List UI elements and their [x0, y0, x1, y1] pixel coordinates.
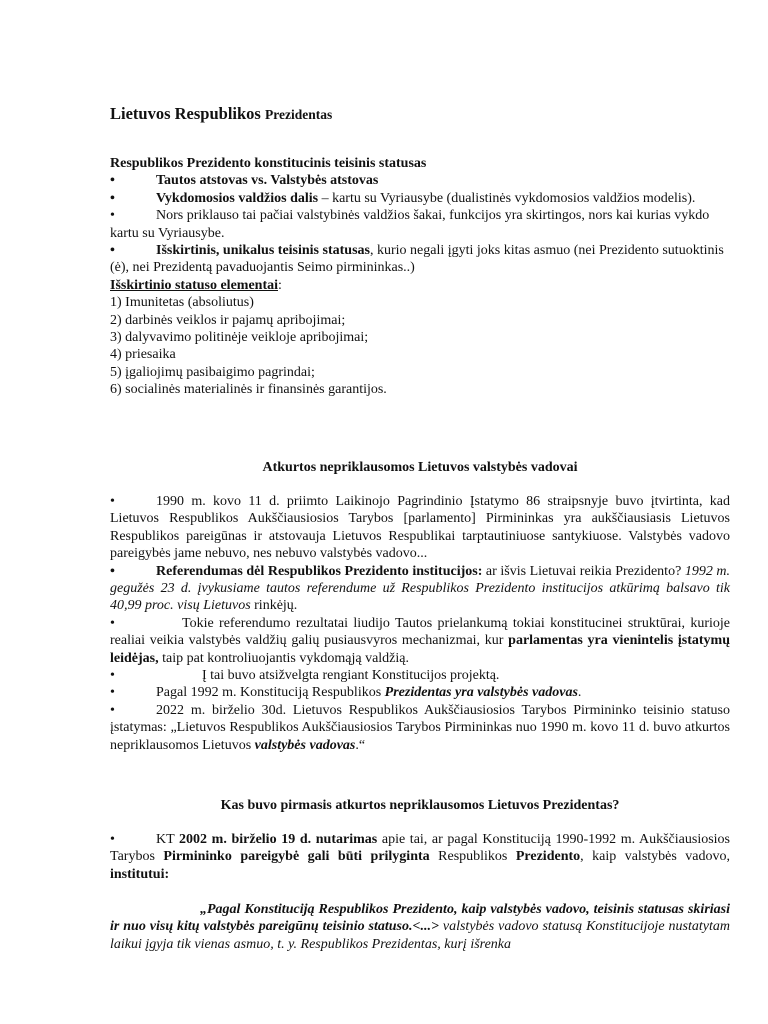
title-main: Lietuvos Respublikos — [110, 104, 261, 123]
elements-label: Išskirtinio statuso elementai: — [110, 277, 282, 293]
bullet-item: • Nors priklauso tai pačiai valstybinės valdžios šakai, funkcijos yra skirtingos, nors kai kurias vykdo kartu su Vyriausybe. — [110, 208, 710, 241]
list-item: 2) darbinės veiklos ir pajamų apribojimai; — [110, 312, 346, 328]
section-first-president-body — [110, 831, 730, 883]
section-state-leaders-body — [110, 493, 730, 754]
list-item: 6) socialinės materialinės ir finansinės garantijos. — [110, 382, 387, 398]
bullet-item: • Vykdomosios valdžios dalis – kartu su Vyriausybe (dualistinės vykdomosios valdžios modelis). — [110, 190, 696, 206]
bullet-paragraph: • Į tai buvo atsižvelgta rengiant Konstitucijos projektą. — [110, 668, 500, 684]
section-heading: Kas buvo pirmasis atkurtos nepriklausomos Lietuvos Prezidentas? — [220, 798, 620, 813]
title-rest: Prezidentas — [264, 107, 333, 122]
bullet-paragraph: • 1990 m. kovo 11 d. priimto Laikinojo Pagrindinio Įstatymo 86 straipsnyje buvo įtvirtinta, kad Lietuvos Respublikos Aukščiausiosios Tarybos [parlamento] Pirmininkas yra aukščiausiasis Lietuvos Respublikos pareigūnas ir atstovauja Lietuvos Respublikai tarptautiniuose santykiuose. Valstybės vadovo pareigybės jame nebuvo, nes nebuvo valstybės vadovo... — [110, 494, 730, 562]
quote-text: „Pagal Konstituciją Respublikos Prezidento, kaip valstybės vadovo, teisinis statusas skiriasi ir nuo visų kitų valstybės pareigūnų teisinio statuso.<...> valstybės vadovo statusą Konstitucijoje nustatytam laikui įgyja tik vienas asmuo, t. y. Respublikos Prezidentas, kurį išrenka — [110, 902, 730, 952]
bullet-paragraph: • 2022 m. birželio 30d. Lietuvos Respublikos Aukščiausiosios Tarybos Pirmininko teisinio statuso įstatymas: „Lietuvos Respublikos Aukščiausiosios Tarybos Pirmininkas nuo 1990 m. kovo 11 d. buvo atkurtos nepriklausomos Lietuvos valstybės vadovas.“ — [110, 702, 730, 753]
section-heading: Atkurtos nepriklausomos Lietuvos valstybės vadovai — [262, 460, 578, 475]
bullet-item: • Tautos atstovas vs. Valstybės atstovas — [110, 173, 379, 189]
section-constitutional-status — [110, 155, 730, 399]
section-heading: Respublikos Prezidento konstitucinis teisinis statusas — [110, 156, 427, 171]
bullet-paragraph: • Pagal 1992 m. Konstituciją Respublikos Prezidentas yra valstybės vadovas. — [110, 685, 582, 701]
list-item: 4) priesaika — [110, 347, 176, 363]
list-item: 5) įgaliojimų pasibaigimo pagrindai; — [110, 364, 315, 380]
bullet-paragraph: • Tokie referendumo rezultatai liudijo Tautos prielankumą tokiai konstitucinei struktūrai, kurioje realiai veikia valstybės valdžių galių pusiausvyros mechanizmai, kur parlamentas yra vienintelis įstatymų leidėjas, taip pat kontroliuojantis vykdomąją valdžią. — [110, 615, 730, 666]
page-title — [110, 104, 332, 124]
bullet-paragraph: • KT 2002 m. birželio 19 d. nutarimas apie tai, ar pagal Konstituciją 1990-1992 m. Aukščiausiosios Tarybos Pirmininko pareigybė gali būti prilyginta Respublikos Prezidento, kaip valstybės vadovo, institutui: — [110, 832, 731, 882]
section-state-leaders — [110, 459, 730, 476]
section-first-president — [110, 797, 730, 814]
court-quote — [110, 901, 730, 953]
bullet-item: • Išskirtinis, unikalus teisinis statusas, kurio negali įgyti joks kitas asmuo (nei Prezidento sutuoktinis (ė), nei Prezidentą pavaduojantis Seimo pirmininkas..) — [110, 243, 724, 276]
list-item: 1) Imunitetas (absoliutus) — [110, 295, 254, 311]
bullet-paragraph: • Referendumas dėl Respublikos Prezidento institucijos: ar išvis Lietuvai reikia Prezidento? 1992 m. gegužės 23 d. įvykusiame tautos referendume už Respublikos Prezidento institucijos atkūrimą balsavo tik 40,99 proc. visų Lietuvos rinkėjų. — [110, 563, 731, 614]
list-item: 3) dalyvavimo politinėje veikloje apribojimai; — [110, 330, 369, 346]
